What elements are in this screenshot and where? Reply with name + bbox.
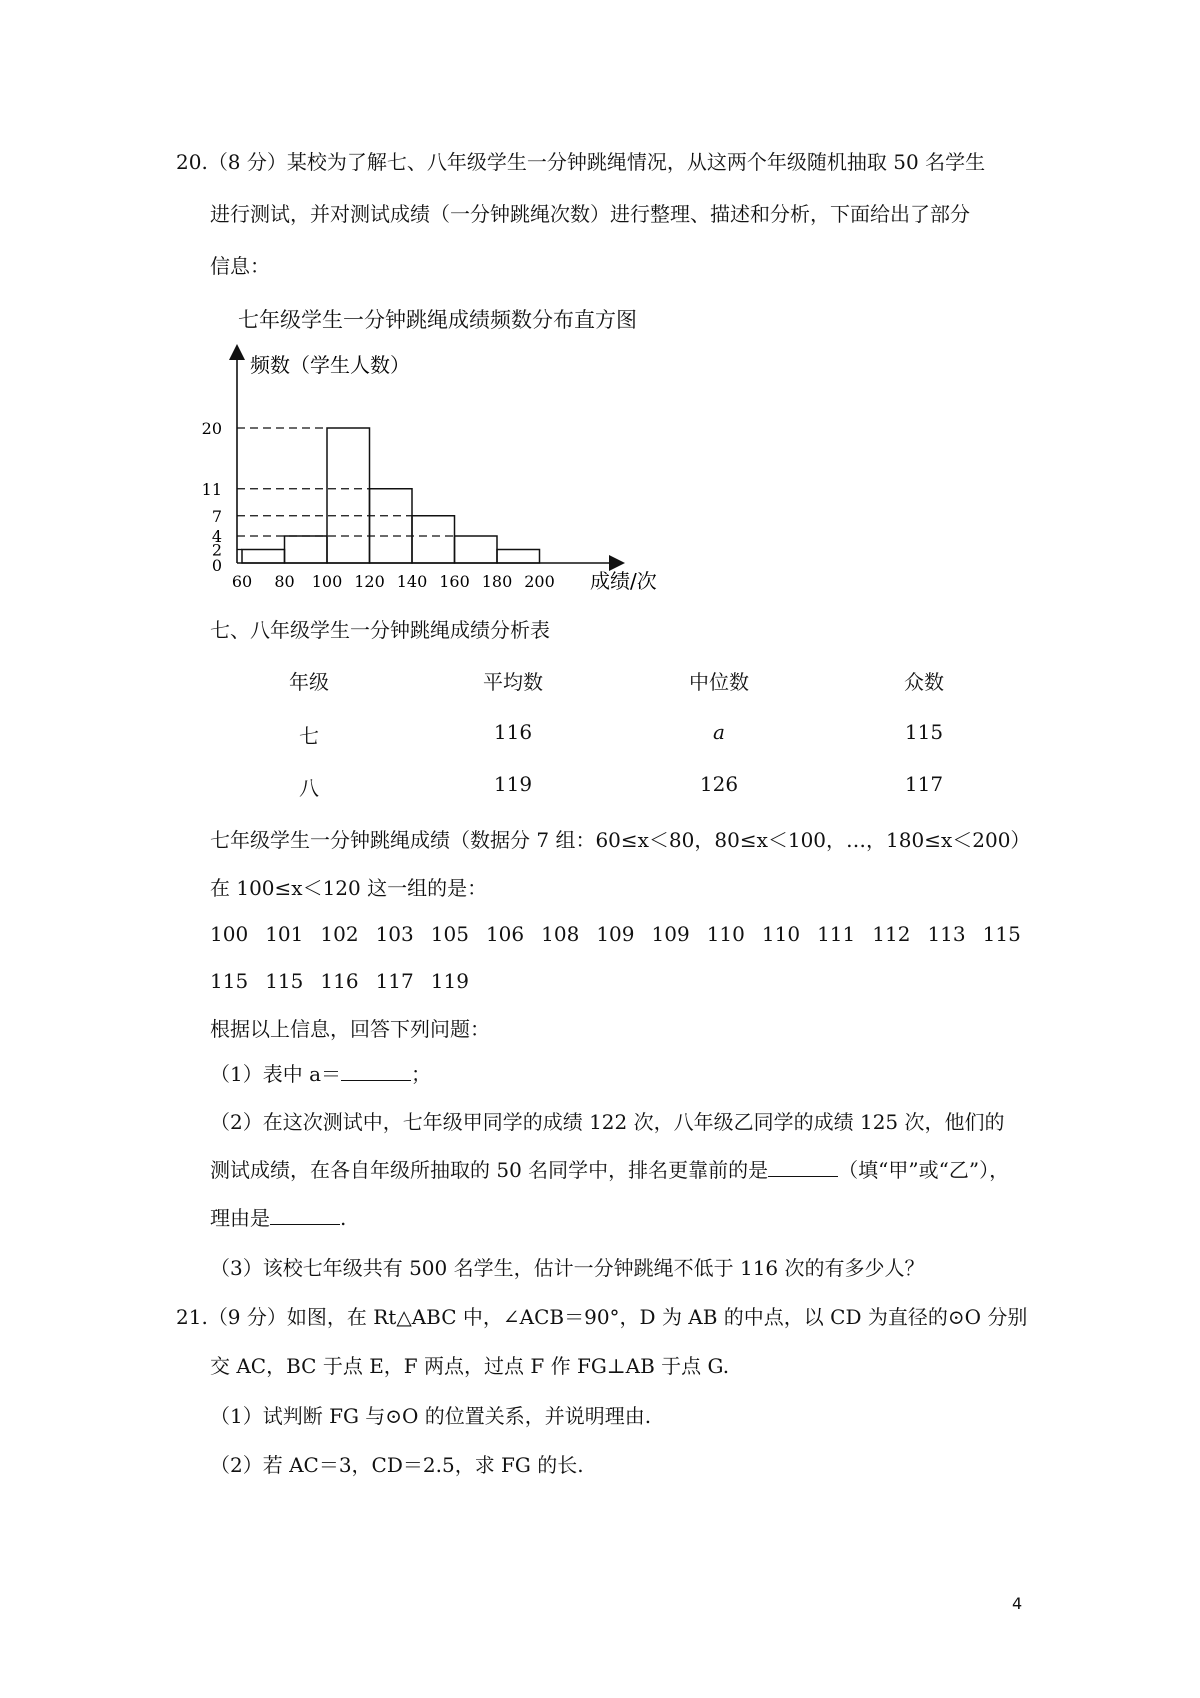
table-header-mode: 众数 bbox=[904, 670, 944, 694]
answer-blank-1[interactable] bbox=[341, 1060, 411, 1081]
table-cell-grade: 八 bbox=[299, 776, 319, 800]
data-value: 103 bbox=[375, 922, 414, 946]
table-title: 七、八年级学生一分钟跳绳成绩分析表 bbox=[210, 618, 550, 642]
table-header-row bbox=[0, 666, 1200, 694]
table-cell-median: a bbox=[713, 720, 725, 744]
table-row bbox=[0, 772, 1200, 800]
data-value: 108 bbox=[541, 922, 580, 946]
data-value: 117 bbox=[375, 969, 414, 993]
x-tick-label: 60 bbox=[231, 572, 253, 591]
sub-question-2-line2 bbox=[210, 1156, 1009, 1184]
x-tick-label: 140 bbox=[396, 572, 428, 591]
data-value: 109 bbox=[596, 922, 635, 946]
x-tick-label: 180 bbox=[481, 572, 513, 591]
data-value: 116 bbox=[320, 969, 359, 993]
info-line2: 在 100≤x＜120 这一组的是： bbox=[210, 876, 488, 900]
table-row bbox=[0, 720, 1200, 748]
data-value: 112 bbox=[872, 922, 911, 946]
q20-line3: 信息： bbox=[210, 254, 270, 278]
q21-sub-question-2: （2）若 AC＝3，CD＝2.5，求 FG 的长. bbox=[210, 1453, 584, 1477]
sub1-text: （1）表中 a＝ bbox=[210, 1062, 342, 1086]
data-value: 119 bbox=[430, 969, 469, 993]
table-cell-median: 126 bbox=[699, 772, 739, 796]
data-value: 106 bbox=[485, 922, 525, 946]
q21-line1 bbox=[176, 1303, 1027, 1331]
q20-text-line1: 某校为了解七、八年级学生一分钟跳绳情况，从这两个年级随机抽取 50 名学生 bbox=[286, 150, 986, 174]
table-cell-mode: 115 bbox=[904, 720, 944, 744]
table-cell-mode: 117 bbox=[904, 772, 944, 796]
data-row-2 bbox=[210, 967, 486, 995]
data-value: 105 bbox=[430, 922, 469, 946]
x-tick-label: 80 bbox=[274, 572, 295, 591]
data-value: 111 bbox=[817, 922, 856, 946]
answer-blank-2[interactable] bbox=[768, 1156, 838, 1177]
x-axis-label: 成绩/次 bbox=[590, 569, 657, 593]
x-tick-label: 200 bbox=[524, 572, 555, 591]
table-header-grade: 年级 bbox=[289, 670, 329, 694]
sub-question-2-line1: （2）在这次测试中，七年级甲同学的成绩 122 次，八年级乙同学的成绩 125 次，他们的 bbox=[210, 1110, 1005, 1134]
q20-points: （8 分） bbox=[207, 150, 287, 174]
q21-number: 21. bbox=[176, 1305, 208, 1329]
y-tick-label: 11 bbox=[201, 479, 222, 499]
sub2-reason-suffix: . bbox=[340, 1206, 347, 1230]
data-value: 115 bbox=[982, 922, 1021, 946]
data-value: 110 bbox=[761, 922, 801, 946]
x-tick-label: 100 bbox=[311, 572, 343, 591]
page-number: 4 bbox=[1012, 1594, 1023, 1613]
y-tick-label: 4 bbox=[211, 527, 222, 546]
info-line1: 七年级学生一分钟跳绳成绩（数据分 7 组：60≤x＜80，80≤x＜100，…，180≤x＜200） bbox=[210, 828, 1031, 852]
table-cell-mean: 116 bbox=[493, 720, 533, 744]
x-tick-label: 120 bbox=[354, 572, 385, 591]
data-value: 109 bbox=[651, 922, 690, 946]
q21-text-line1: （9 分）如图，在 Rt△ABC 中，∠ACB＝90°，D 为 AB 的中点，以 CD 为直径的⊙O 分别 bbox=[207, 1305, 1028, 1329]
q20-number: 20. bbox=[176, 150, 208, 174]
sub-question-1 bbox=[210, 1060, 431, 1088]
data-value: 110 bbox=[706, 922, 745, 946]
table-header-mean: 平均数 bbox=[483, 670, 543, 694]
sub1-suffix: ； bbox=[411, 1062, 432, 1086]
q21-line2: 交 AC，BC 于点 E，F 两点，过点 F 作 FG⊥AB 于点 G. bbox=[210, 1354, 730, 1378]
table-cell-mean: 119 bbox=[493, 772, 533, 796]
sub2-reason-text: 理由是 bbox=[210, 1206, 270, 1230]
y-tick-label: 20 bbox=[201, 419, 222, 438]
histogram-bar bbox=[412, 516, 455, 563]
data-value: 101 bbox=[265, 922, 304, 946]
q20-line2: 进行测试，并对测试成绩（一分钟跳绳次数）进行整理、描述和分析，下面给出了部分 bbox=[210, 202, 970, 226]
histogram-bar bbox=[327, 428, 370, 563]
histogram-bar bbox=[497, 550, 540, 564]
histogram-bar bbox=[370, 489, 413, 563]
table-cell-grade: 七 bbox=[299, 724, 319, 748]
data-value: 115 bbox=[265, 969, 304, 993]
data-row-1 bbox=[210, 920, 1038, 948]
answer-blank-3[interactable] bbox=[270, 1204, 340, 1225]
x-tick-label: 160 bbox=[439, 572, 470, 591]
sub-question-2-line3 bbox=[210, 1204, 346, 1232]
chart-title: 七年级学生一分钟跳绳成绩频数分布直方图 bbox=[238, 308, 637, 332]
data-value: 115 bbox=[210, 969, 249, 993]
y-tick-label: 7 bbox=[211, 506, 222, 526]
q21-sub-question-1: （1）试判断 FG 与⊙O 的位置关系，并说明理由. bbox=[210, 1404, 652, 1428]
sub2-text: 测试成绩，在各自年级所抽取的 50 名同学中，排名更靠前的是 bbox=[210, 1158, 769, 1182]
data-value: 102 bbox=[320, 922, 359, 946]
y-tick-label: 2 bbox=[211, 540, 222, 560]
histogram-bar bbox=[455, 536, 498, 563]
data-value: 100 bbox=[210, 922, 249, 946]
sub-question-3: （3）该校七年级共有 500 名学生，估计一分钟跳绳不低于 116 次的有多少人？ bbox=[210, 1256, 925, 1280]
sub2-suffix: （填“甲”或“乙”）， bbox=[838, 1158, 1010, 1182]
y-tick-label: 0 bbox=[211, 556, 222, 575]
questions-prompt: 根据以上信息，回答下列问题： bbox=[210, 1017, 490, 1041]
histogram-bar bbox=[242, 550, 285, 564]
histogram-bar bbox=[285, 536, 328, 563]
table-header-median: 中位数 bbox=[689, 670, 749, 694]
data-value: 113 bbox=[927, 922, 966, 946]
y-axis-label: 频数（学生人数） bbox=[250, 353, 410, 377]
